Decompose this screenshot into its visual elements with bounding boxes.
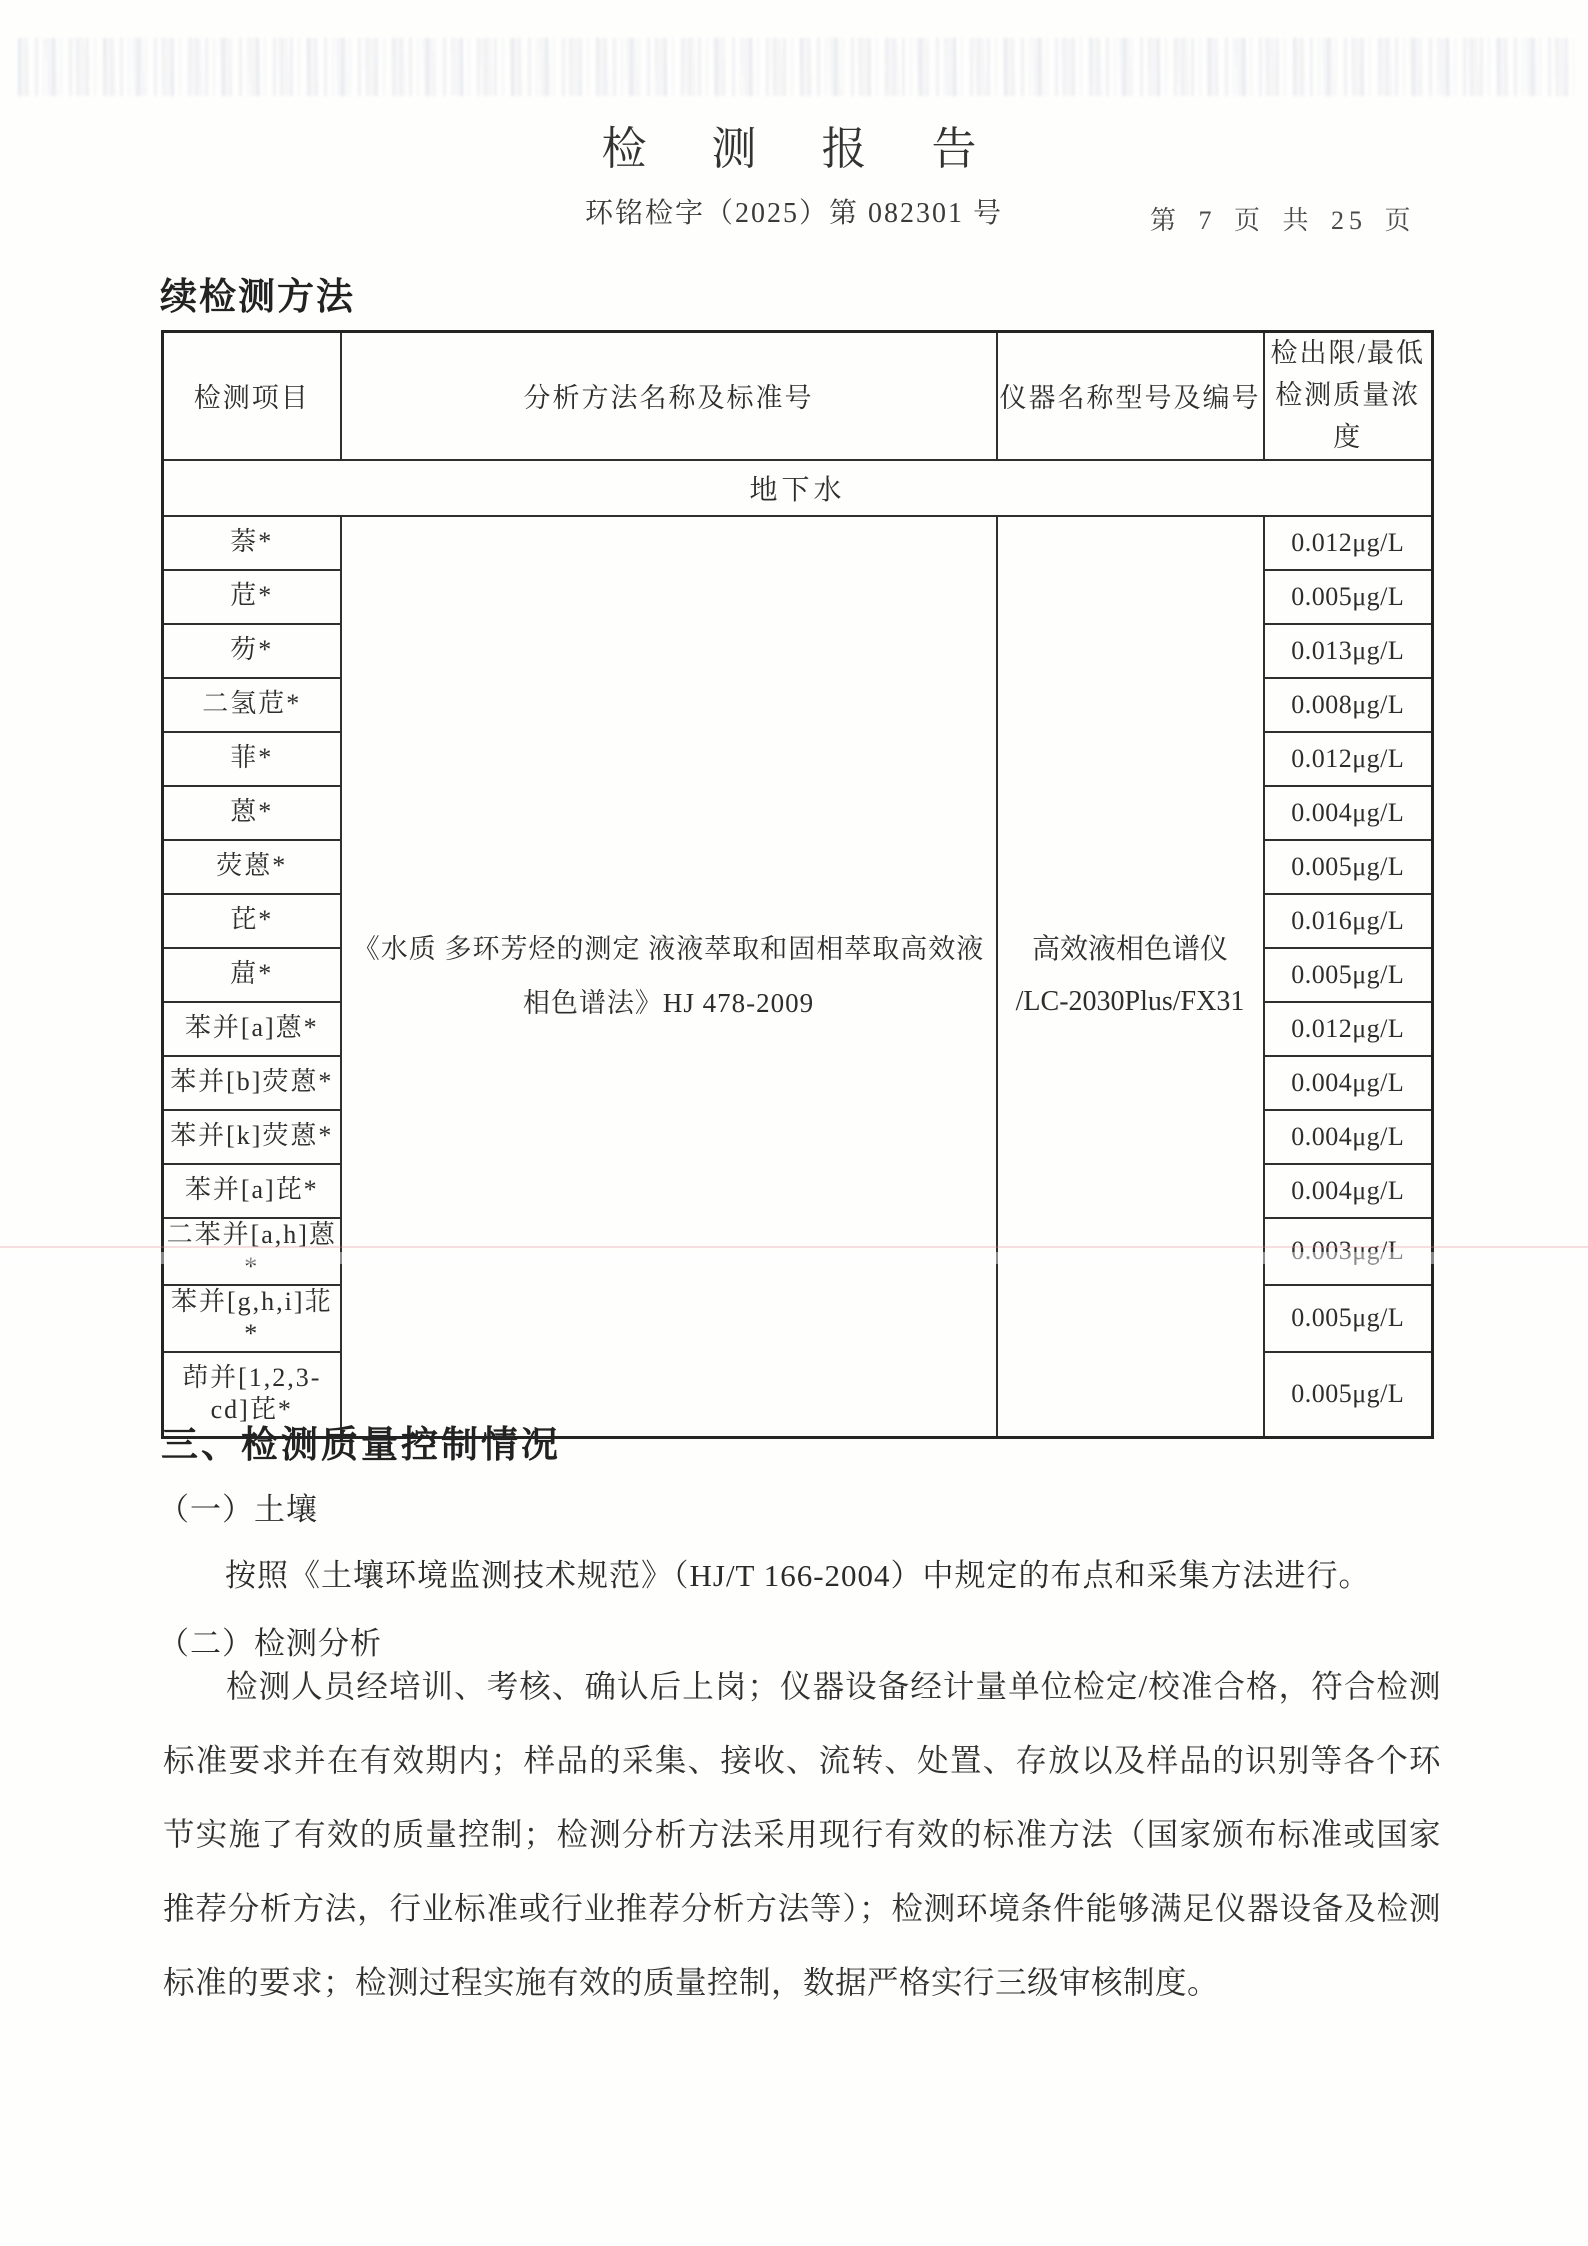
col-header-limit — [1264, 332, 1433, 460]
detection-limit: 0.005μg/L — [1264, 1352, 1433, 1438]
detection-limit: 0.005μg/L — [1264, 948, 1433, 1002]
analyte-name: 蒽* — [163, 786, 341, 840]
detection-limit: 0.004μg/L — [1264, 1110, 1433, 1164]
detection-limit: 0.004μg/L — [1264, 786, 1433, 840]
col-header-limit-line1: 检出限/最低 — [1270, 338, 1425, 368]
report-number: 环铭检字（2025）第 082301 号 — [584, 198, 1003, 229]
analyte-name: 芴* — [163, 624, 341, 678]
analyte-name: 䓛* — [163, 948, 341, 1002]
analyte-name: 苯并[a]芘* — [163, 1164, 341, 1218]
detection-methods-table — [161, 330, 1434, 1439]
detection-limit: 0.012μg/L — [1264, 1002, 1433, 1056]
detection-limit: 0.012μg/L — [1264, 732, 1433, 786]
scan-artifact-band — [18, 38, 1574, 96]
qc-section-heading: 三、检测质量控制情况 — [161, 1425, 561, 1466]
analyte-name: 苊* — [163, 570, 341, 624]
analyte-name: 菲* — [163, 732, 341, 786]
detection-limit: 0.004μg/L — [1264, 1164, 1433, 1218]
instrument-name — [997, 516, 1264, 1438]
col-header-item: 检测项目 — [163, 332, 341, 460]
analyte-name: 芘* — [163, 894, 341, 948]
col-header-instrument: 仪器名称型号及编号 — [997, 332, 1264, 460]
analyte-name: 苯并[b]荧蒽* — [163, 1056, 341, 1110]
page-indicator: 第 7 页 共 25 页 — [1150, 206, 1416, 235]
matrix-group-row — [163, 460, 1433, 516]
analyte-name: 苯并[k]荧蒽* — [163, 1110, 341, 1164]
analyte-name: 萘* — [163, 516, 341, 570]
detection-limit: 0.008μg/L — [1264, 678, 1433, 732]
analyte-name: 茚并[1,2,3-cd]芘* — [163, 1352, 341, 1438]
analyte-name: 二苯并[a,h]蒽* — [163, 1218, 341, 1285]
report-title: 检 测 报 告 — [601, 124, 987, 174]
matrix-label: 地下水 — [163, 460, 1433, 516]
detection-limit: 0.005μg/L — [1264, 570, 1433, 624]
qc-sub2-text: 检测人员经培训、考核、确认后上岗；仪器设备经计量单位检定/校准合格，符合检测标准要求并在有效期内；样品的采集、接收、流转、处置、存放以及样品的识别等各个环节实施了有效的质量控制；检测分析方法采用现行有效的标准方法（国家颁布标准或国家推荐分析方法，行业标准或行业推荐分析方法等）；检测环境条件能够满足仪器设备及检测标准的要求；检测过程实施有效的质量控制，数据严格实行三级审核制度。 — [163, 1669, 1441, 2000]
detection-limit: 0.004μg/L — [1264, 1056, 1433, 1110]
analyte-name: 荧蒽* — [163, 840, 341, 894]
detection-limit: 0.013μg/L — [1264, 624, 1433, 678]
col-header-method: 分析方法名称及标准号 — [341, 332, 997, 460]
detection-limit: 0.012μg/L — [1264, 516, 1433, 570]
analyte-name: 苯并[a]蒽* — [163, 1002, 341, 1056]
analyte-name: 二氢苊* — [163, 678, 341, 732]
qc-sub1-text: 按照《土壤环境监测技术规范》（HJ/T 166-2004）中规定的布点和采集方法进行。 — [225, 1558, 1371, 1593]
instrument-name-line: 高效液相色谱仪 — [1031, 934, 1228, 966]
col-header-limit-line2: 检测质量浓度 — [1275, 379, 1421, 452]
detection-limit: 0.016μg/L — [1264, 894, 1433, 948]
qc-sub1-heading: （一）土壤 — [158, 1492, 318, 1527]
continued-methods-heading: 续检测方法 — [160, 277, 355, 318]
analysis-method — [341, 516, 997, 1438]
detection-limit: 0.003μg/L — [1264, 1218, 1433, 1285]
instrument-name-line: /LC-2030Plus/FX31 — [1015, 986, 1245, 1018]
table-row — [163, 516, 1433, 570]
detection-limit: 0.005μg/L — [1264, 840, 1433, 894]
detection-limit: 0.005μg/L — [1264, 1285, 1433, 1352]
analyte-name: 苯并[g,h,i]苝* — [163, 1285, 341, 1352]
qc-sub2-heading: （二）检测分析 — [158, 1626, 382, 1661]
table-header-row — [163, 332, 1433, 460]
analysis-method-line: 《水质 多环芳烃的测定 液液萃取和固相萃取高效液 — [352, 934, 985, 965]
scan-line-artifact — [0, 1246, 1588, 1248]
analysis-method-line: 相色谱法》HJ 478-2009 — [522, 988, 815, 1019]
pah-table-body — [163, 460, 1433, 1438]
